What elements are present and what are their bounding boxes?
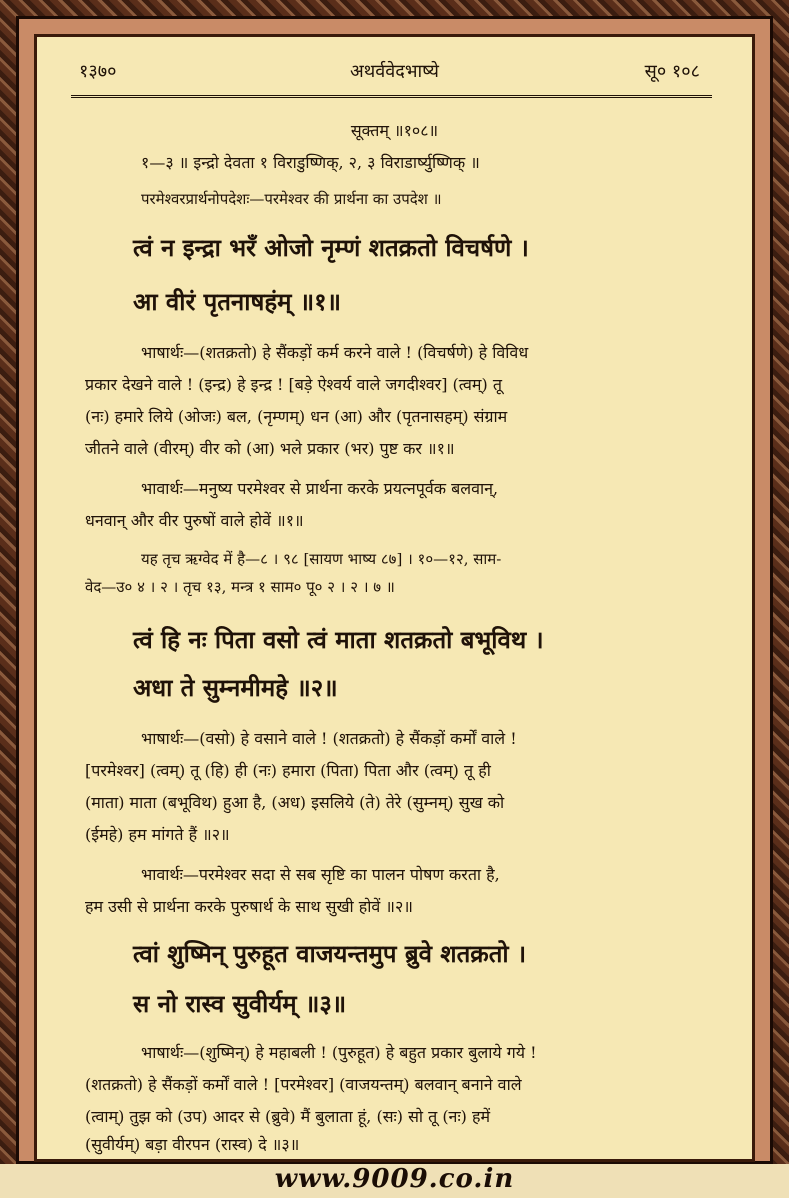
- reference-note-line: वेद—उ० ४ । २ । तृच १३, मन्त्र १ साम० पू० २ । २ । ७ ॥: [85, 578, 395, 596]
- bhasharth-1-line: जीतने वाले (वीरम्) वीर को (आ) भले प्रकार (भर) पुष्ट कर ॥१॥: [85, 439, 455, 458]
- bhasharth-1-line: प्रकार देखने वाले ! (इन्द्र) हे इन्द्र ! [बड़े ऐश्वर्य वाले जगदीश्वर] (त्वम्) तू: [85, 375, 502, 394]
- mantra-3-line-2: स नो रास्व सुवीर्यम् ॥३॥: [133, 989, 347, 1018]
- bhasharth-2-line: (ईमहे) हम मांगते हैं ॥२॥: [85, 825, 230, 844]
- mantra-3-line-1: त्वां शुष्मिन् पुरुहूत वाजयन्तमुप ब्रुवे शतक्रतो ।: [133, 939, 527, 968]
- bhasharth-3-line: (सुवीर्यम्) बड़ा वीरपन (रास्व) दे ॥३॥: [85, 1135, 300, 1154]
- bhasharth-1-line: भाषार्थः—(शतक्रतो) हे सैंकड़ों कर्म करने वाले ! (विचर्षणे) हे विविध: [141, 343, 529, 362]
- website-link[interactable]: www.9009.co.in: [274, 1164, 515, 1194]
- book-page: [34, 34, 755, 1162]
- mantra-1-line-1: त्वं न इन्द्रा भरँ ओजो नृम्णं शतक्रतो विचर्षणे ।: [133, 233, 529, 262]
- bhavarth-1-line: धनवान् और वीर पुरुषों वाले होवें ॥१॥: [85, 511, 304, 530]
- reference-note-line: यह तृच ऋग्वेद में है—८ । ९८ [सायण भाष्य ८७] । १०—१२, साम-: [141, 550, 502, 568]
- bhasharth-2-line: [परमेश्वर] (त्वम्) तू (हि) ही (नः) हमारा (पिता) पिता और (त्वम्) तू ही: [85, 761, 491, 780]
- sukta-title: सूक्तम् ॥१०८॥: [350, 121, 439, 140]
- bhasharth-2-line: भाषार्थः—(वसो) हे वसाने वाले ! (शतक्रतो) हे सैंकड़ों कर्मों वाले !: [141, 729, 517, 748]
- sukta-ref: सू० १०८: [644, 61, 700, 82]
- bhavarth-1-line: भावार्थः—मनुष्य परमेश्वर से प्रार्थना करके प्रयत्नपूर्वक बलवान्,: [141, 479, 499, 498]
- bhavarth-2-line: भावार्थः—परमेश्वर सदा से सब सृष्टि का पालन पोषण करता है,: [141, 865, 500, 884]
- header-rule: [71, 95, 712, 98]
- bhasharth-1-line: (नः) हमारे लिये (ओजः) बल, (नृम्णम्) धन (आ) और (पृतनासहम्) संग्राम: [85, 407, 508, 426]
- page-header: [37, 59, 752, 89]
- bhasharth-2-line: (माता) माता (बभूविथ) हुआ है, (अध) इसलिये (ते) तेरे (सुम्नम्) सुख को: [85, 793, 505, 812]
- bhasharth-3-line: भाषार्थः—(शुष्मिन्) हे महाबली ! (पुरुहूत) हे बहुत प्रकार बुलाये गये !: [141, 1043, 537, 1062]
- page-number: १३७०: [79, 61, 117, 82]
- book-title: अथर्ववेदभाष्ये: [350, 61, 439, 82]
- bhavarth-2-line: हम उसी से प्रार्थना करके पुरुषार्थ के साथ सुखी होवें ॥२॥: [85, 897, 413, 916]
- bhasharth-3-line: (शतक्रतो) हे सैंकड़ों कर्मों वाले ! [परमेश्वर] (वाजयन्तम्) बलवान् बनाने वाले: [85, 1075, 522, 1094]
- mantra-1-line-2: आ वीरं पृतनाषहंम् ॥१॥: [133, 287, 342, 316]
- mantra-2-line-1: त्वं हि नः पिता वसो त्वं माता शतक्रतो बभूविथ ।: [133, 625, 544, 654]
- devata-line: १—३ ॥ इन्द्रो देवता १ विराडुष्णिक्, २, ३ विराडार्ष्युष्णिक् ॥: [141, 153, 480, 172]
- bhasharth-3-line: (त्वाम्) तुझ को (उप) आदर से (ब्रुवे) मैं बुलाता हूं, (सः) सो तू (नः) हमें: [85, 1107, 491, 1126]
- mantra-2-line-2: अधा ते सुम्नमीमहे ॥२॥: [133, 673, 338, 702]
- upadesha-line: परमेश्वरप्रार्थनोपदेशः—परमेश्वर की प्रार्थना का उपदेश ॥: [141, 190, 442, 208]
